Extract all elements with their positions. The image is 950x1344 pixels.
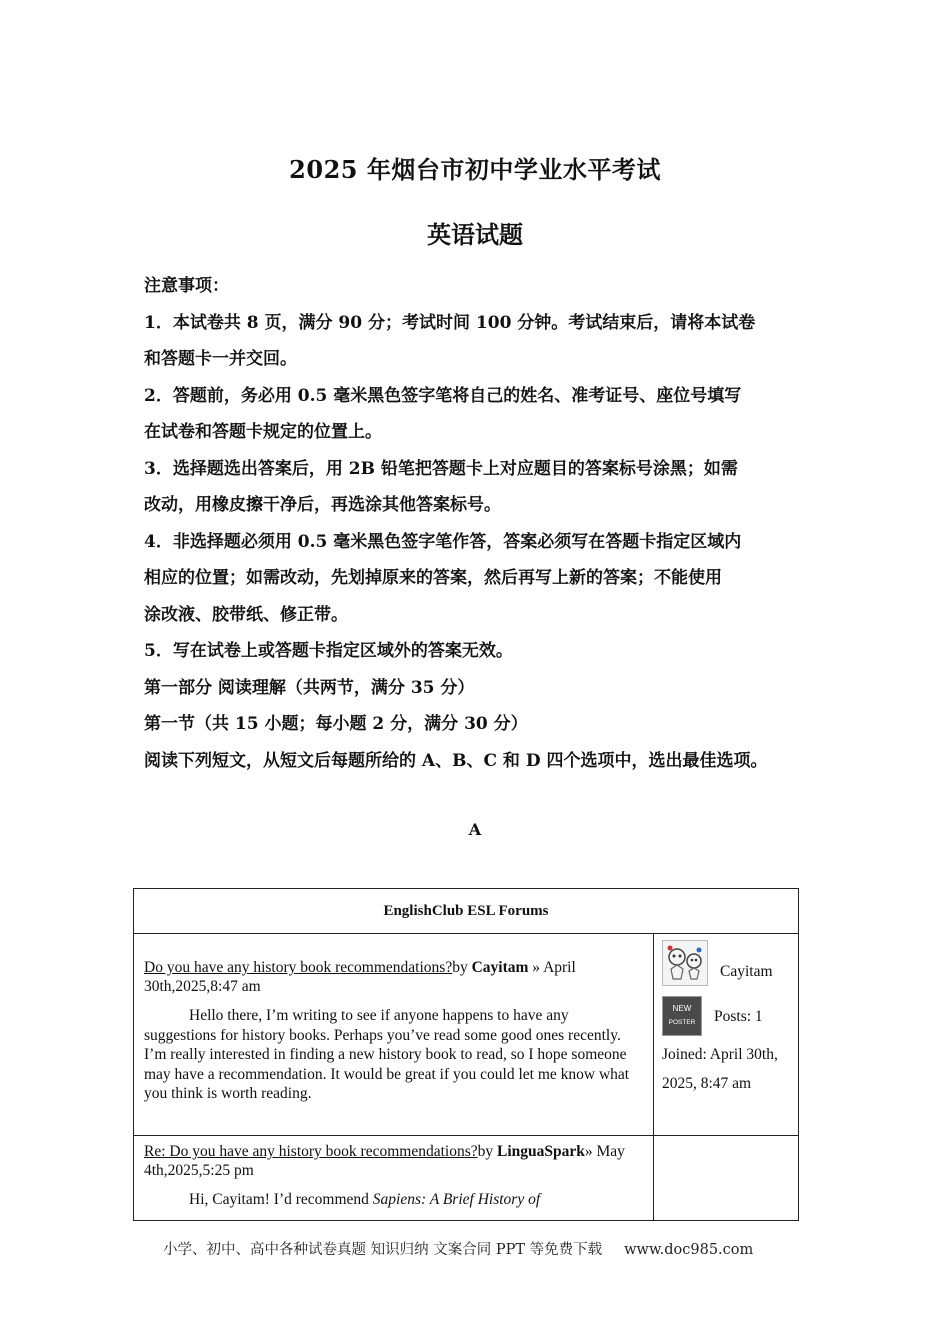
reply-subject-link[interactable]: Re: Do you have any history book recommendations?	[144, 1143, 478, 1160]
post-header	[144, 958, 643, 996]
exam-subtitle: 英语试题	[427, 220, 523, 249]
forum-table	[133, 888, 799, 1221]
exam-title: 2025 年烟台市初中学业水平考试	[289, 155, 661, 184]
notes-line: 2．答题前，务必用 0.5 毫米黑色签字笔将自己的姓名、准考证号、座位号填写	[144, 385, 742, 406]
user-info-cell	[654, 934, 799, 1136]
reply-by: by	[477, 1143, 497, 1160]
reply-cell	[134, 1136, 654, 1221]
post-cell	[134, 934, 654, 1136]
join-date: Joined: April 30th, 2025, 8:47 am	[662, 1046, 778, 1092]
footer-url[interactable]: www.doc985.com	[624, 1242, 754, 1258]
post-by: by	[452, 959, 472, 976]
footer-text: 小学、初中、高中各种试卷真题 知识归纳 文案合同 PPT 等免费下载	[163, 1242, 603, 1258]
notes-line: 相应的位置；如需改动，先划掉原来的答案，然后再写上新的答案；不能使用	[144, 568, 722, 588]
reply-user-cell	[654, 1136, 799, 1221]
reply-body-text: Hi, Cayitam! I’d recommend	[189, 1191, 373, 1208]
forum-title: EnglishClub ESL Forums	[134, 889, 799, 934]
notes-line: 5．写在试卷上或答题卡指定区域外的答案无效。	[144, 641, 513, 661]
reply-book-title: Sapiens: A Brief History of	[372, 1191, 541, 1208]
reply-body	[144, 1190, 643, 1210]
reply-author: LinguaSpark	[496, 1143, 585, 1160]
post-count: Posts: 1	[714, 1007, 763, 1025]
section-heading: 第一节（共 15 小题；每小题 2 分，满分 30 分）	[144, 714, 528, 734]
part-heading: 第一部分 阅读理解（共两节，满分 35 分）	[144, 677, 475, 698]
notes-line: 涂改液、胶带纸、修正带。	[144, 604, 348, 625]
notes-line: 1．本试卷共 8 页，满分 90 分；考试时间 100 分钟。考试结束后，请将本试卷	[144, 312, 756, 333]
avatar	[662, 940, 708, 986]
notes-line: 和答题卡一并交回。	[144, 349, 297, 369]
notes-line: 4．非选择题必须用 0.5 毫米黑色签字笔作答，答案必须写在答题卡指定区域内	[144, 531, 742, 552]
notes-line: 3．选择题选出答案后，用 2B 铅笔把答题卡上对应题目的答案标号涂黑；如需	[144, 458, 738, 479]
post-author: Cayitam	[471, 959, 529, 976]
reply-date: » May 4th,2025,5:25 pm	[144, 1143, 625, 1179]
badge-text-new: NEW	[672, 1004, 692, 1013]
post-subject-link[interactable]: Do you have any history book recommendations?	[144, 959, 453, 976]
notes-line: 改动，用橡皮擦干净后，再选涂其他答案标号。	[144, 495, 501, 515]
notes-heading: 注意事项：	[144, 276, 229, 296]
user-name: Cayitam	[720, 963, 773, 980]
user-line	[662, 940, 790, 986]
badge-line	[662, 996, 790, 1036]
notes-section	[144, 268, 809, 779]
post-date: » April 30th,2025,8:47 am	[144, 959, 576, 995]
passage-label: A	[468, 820, 482, 839]
notes-line: 在试卷和答题卡规定的位置上。	[144, 422, 382, 442]
page-footer	[163, 1238, 803, 1259]
reading-instruction: 阅读下列短文，从短文后每题所给的 A、B、C 和 D 四个选项中，选出最佳选项。	[144, 750, 768, 771]
new-poster-badge-icon	[662, 996, 702, 1036]
post-body: Hello there, I’m writing to see if anyone happens to have any suggestions for history books. Perhaps you’ve read some good ones recently. I’m really interested in finding a new history book to read, so I hope someone may have a recommendation. It would be great if you could let me know what you think is worth reading.	[144, 1007, 630, 1102]
reply-header	[144, 1142, 643, 1180]
avatar-cartoon-icon	[663, 941, 707, 985]
badge-text-poster: POSTER	[668, 1019, 696, 1026]
